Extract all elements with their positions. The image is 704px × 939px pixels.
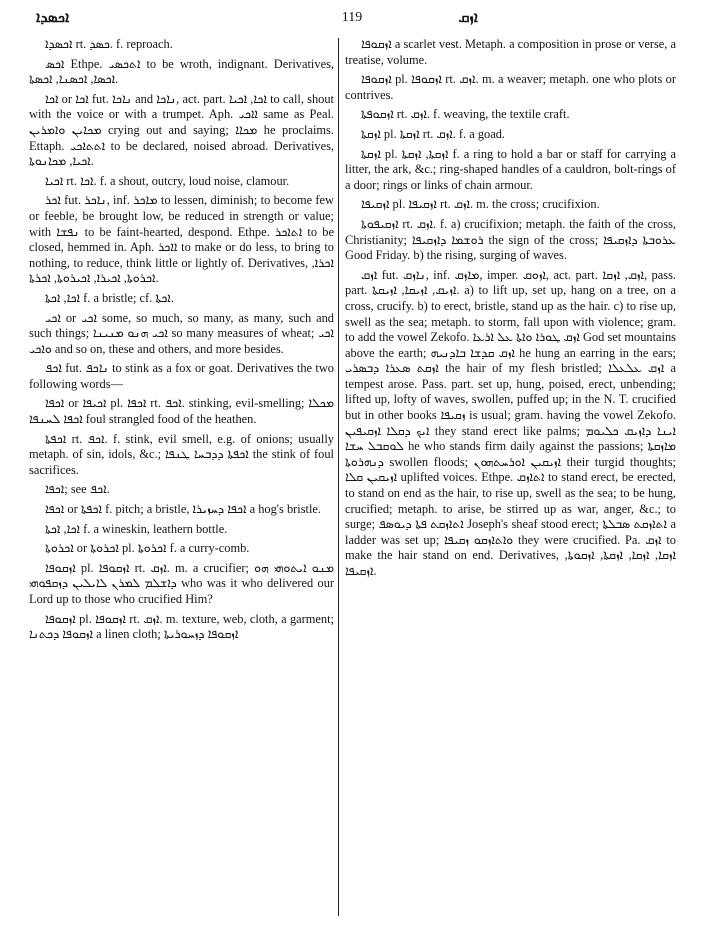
dictionary-entry: ܐܙܩܬܐ pl. ܐܙܩܬܐ, ܐܙܩܬܐ f. a ring to hold a bar or staff for carrying a litter, the ark, &c.; ring-shaped handles of a cauldron, bolt-rings of a door; rings or links of chain armour. <box>345 146 676 192</box>
dictionary-entry: ܐܟܐ or ܐܟܐ fut. ܢܐܟܐ and ܢܐܟܐ, act. part. ܐܟܐ, ܐܟܝܐ to call, shout with the voice or with a trumpet. Aph. ܐܐܟܝ same as Peal. ܡܟܐܝܢ ܘܐܡܪܝܢ crying out and saying; ܡܟܐܐ he proclaims. Ettaph. ܐܬܬܐܟܝ to be declared, noised abroad. Derivatives, ܐܟܝܐ, ܡܟܐܢܘܬܐ. <box>29 91 335 169</box>
dictionary-entry: ܐܙܩܘܦܐ pl. ܐܙܩܘܦܐ rt. ܐܙܩ. m. a crucifier; ܡܢܘ ܐܝܬܘܗܝ ܗܘ ܕܐܫܠܡ ܠܡܪܢ ܠܐܝܠܝܢ ܕܙܩܦܘܗܝ who was it who delivered our Lord up to those who crucified Him? <box>29 560 335 606</box>
dictionary-entry: ܐܙܩ fut. ܢܐܙܩ, inf. ܡܐܙܩ, imper. ܐܙܘܩ, act. part. ܐܙܩ, ܐܙܩܐ, pass. part. ܐܙܝܩ, ܐܙܝܩܐ, ܐܙܝܩܬܐ. a) to lift up, set up, hang on a tree, on a cross, crucify. b) to erect, bristle, stand up as the hair. c) to rise up, swell as the sea; metaph. to storm, fall upon with violence; gram. to add the vowel Zekofo. ܐܙܩ ܛܘܪܐ ܘܐܬܐ ܥܠ ܐܪܥܐ God set mountains above the earth; ܐܙܩ ܩܕܫܐ ܒܐܕܢܝܗ he hung an earring in the ears; ܐܙܩܬ ܣܥܪܐ ܕܒܣܪܝ the hair of my flesh bristled; ܐܙܩ ܥܠܥܠܐ a tempest arose. Pass. part. set up, hung, poised, erect, unbending; lifted up, lofty of waves, swollen, puffed up; in the N. T. crucified but in other books ܙܩܝܦܐ is usual; gram. having the vowel Zekofo. ܐܝܟ ܕܩܠܐ ܐܙܩܝܦܝܢ they stand erect like palms; ܐܝܢܐ ܕܐܙܝܩ ܟܠܝܘܡ ܠܘܩܒܠ ܚܫܐ he who stands firm daily against the passions; ܡܐܙܩܬܐ ܕܢܗܪܘܬܐ swollen floods; ܐܙܝܩܝܢ ܐܘܪܚܬܗܘܢ their turgid thoughts; ܐܙܝܩܝܢ ܩܠܐ uplifted voices. Ethpe. ܐܬܐܙܩ to stand erect, be erected, to stand on end as the hair, to rise up, swell as the sea; to be hung, crucified; metaph. to arise, be stirred up as war, anger, &c.; to surge; ܐܬܐܙܩܬ ܦܬܐ ܕܝܘܣܦ Joseph's sheaf stood erect; ܐܬܐܙܩܬ ܣܒܠܬܐ a ladder was set up; ܘܐܬܐܙܩܘ ܙܩܝܦܐ they were crucified. Pa. ܐܙܩ to make the hair stand on end. Derivatives, ܐܙܩܐ, ܐܙܩܐ, ܐܙܩܬܐ, ܐܙܩܘܬܐ, ܐܙܩܝܦܐ. <box>345 267 677 578</box>
dictionary-entry: ܐܟܦ fut. ܢܐܟܦ to stink as a fox or goat. Derivatives the two following words— <box>29 361 335 391</box>
header-left-headword: ܐܟܣܕܐ <box>36 8 70 26</box>
dictionary-entry: ܐܙܩܝܦܘܬܐ rt. ܐܙܩ. f. a) crucifixion; metaph. the faith of the cross, Christianity; ܪܘܫܡܐ ܕܐܙܩܝܦܐ the sign of the cross; ܥܪܘܒܬܐ ܕܐܙܩܝܦܐ Good Friday. b) the rising, surging of waves. <box>345 216 676 263</box>
page-header <box>26 8 678 30</box>
dictionary-entry: ܐܙܩܘܦܐ pl. ܐܙܩܘܦܐ rt. ܐܙܩ. m. a weaver; metaph. one who plots or contrives. <box>345 72 676 102</box>
column-divider <box>338 38 339 916</box>
dictionary-entry: ܐܟܦܐ; see ܐܟܦ. <box>45 482 110 497</box>
dictionary-entry: ܐܙܩܘܦܬܐ rt. ܐܙܩ. f. weaving, the textile craft. <box>361 107 570 122</box>
dictionary-entry: ܐܙܩܘܦܐ pl. ܐܙܩܘܦܐ rt. ܐܙܩ. m. texture, web, cloth, a garment; ܐܙܩܘܦܐ ܕܟܬܢܐ a linen cloth; ܐܙܩܘܦܐ ܕܙܚܘܪܝܬܐ <box>29 611 334 642</box>
dictionary-entry: ܐܟܪ fut. ܢܐܟܪ, inf. ܡܐܟܪ to lessen, diminish; to become few or feeble, be brought low, be reduced in strength or value; with ܢܦܫܐ to be faint-hearted, despond. Ethpe. ܐܬܐܟܪ to be closed, hemmed in. Aph. ܐܐܟܪ to make or do less, to bring to nothing, to reduce, think little or lightly of. Derivatives, ܐܟܪܐ, ܐܟܪܘܬܐ, ܐܟܝܪܐ, ܐܟܝܪܘܬܐ, ܐܟܪܬܐ. <box>29 193 334 286</box>
dictionary-entry: ܐܟܣ Ethpe. ܐܬܟܣܝ to be wroth, indignant. Derivatives, ܐܟܣܐ, ܐܟܣܢܐ, ܐܟܣܬܐ. <box>29 56 334 87</box>
header-right-headword: ܐܙܩ <box>458 8 478 26</box>
dictionary-entry: ܐܟܦܬܐ rt. ܐܟܦ. f. stink, evil smell, e.g. of onions; usually metaph. of sin, idols, &c.; ܐܟܦܬܐ ܕܕܒܚܐ ܛܢܦܐ the stink of foul sacrifices. <box>29 431 334 477</box>
dictionary-entry: ܐܙܩܘܦܐ a scarlet vest. Metaph. a composition in prose or verse, a treatise, volume. <box>345 37 676 67</box>
dictionary-entry: ܐܟܪܘܬܐ or ܐܟܪܘܬܐ pl. ܐܟܪܘܬܐ f. a curry-comb. <box>45 541 250 556</box>
dictionary-entry: ܐܟܦܐ or ܐܟܦܬܐ f. pitch; a bristle, ܐܟܦܐ ܕܚܙܝܪܐ a hog's bristle. <box>45 502 322 517</box>
dictionary-entry: ܐܟܐ, ܐܟܬܐ f. a wineskin, leathern bottle. <box>45 521 228 536</box>
dictionary-entry: ܐܟܝܐ rt. ܐܟܐ. f. a shout, outcry, loud noise, clamour. <box>45 173 290 188</box>
left-column <box>29 37 334 647</box>
dictionary-entry: ܐܟܐ, ܐܟܬܐ f. a bristle; cf. ܐܟܬܐ. <box>45 290 174 305</box>
dictionary-entry: ܐܙܩܝܦܐ pl. ܐܙܩܝܦܐ rt. ܐܙܩ. m. the cross; crucifixion. <box>361 197 600 212</box>
dictionary-entry: ܐܟܣܕܐ rt. ܟܣܕ. f. reproach. <box>45 37 173 51</box>
page-number: 119 <box>341 10 363 25</box>
dictionary-entry: ܐܟܝ or ܐܟܝ some, so much, so many, as many, such and such things; ܐܟܝ ܗܢܘ ܡܢܝܢܐ so many measures of wheat; ܐܟܝ ܘܐܟܝ and so on, these and others, and more besides. <box>29 310 334 356</box>
dictionary-entry: ܐܙܩܬܐ pl. ܐܙܩܬܐ rt. ܐܙܩ. f. a goad. <box>361 126 506 141</box>
right-column <box>345 37 676 584</box>
dictionary-entry: ܐܟܦܐ or ܐܟܝܦܐ pl. ܐܟܦܐ rt. ܐܟܦ. stinking, evil-smelling; ܡܟܠܐ ܐܟܦܐ ܠܚܢܦܐ foul strangled food of the heathen. <box>29 396 334 427</box>
